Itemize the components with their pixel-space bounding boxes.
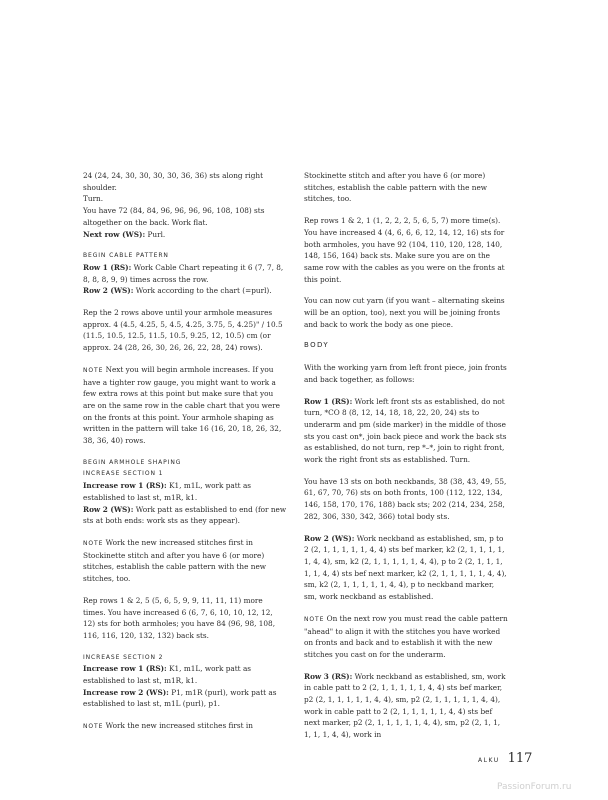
paragraph: 24 (24, 24, 30, 30, 30, 30, 36, 36) sts along right shoulder.	[83, 171, 264, 192]
paragraph	[83, 663, 287, 686]
note-tag: NOTE	[83, 539, 104, 547]
paragraph: Stockinette stitch and after you have 6 (or more) stitches, establish the cable pattern with the new stitches, too.	[304, 171, 488, 204]
note-text: Work the new increased stitches first in	[103, 721, 253, 731]
note	[83, 537, 287, 585]
right-column	[304, 170, 508, 741]
row-text: Work Cable Chart repeating it 6 (7, 7, 8, 8, 8, 8, 9, 9) times across the row.	[83, 262, 284, 284]
row-label: Row 1 (RS):	[304, 396, 353, 406]
note-tag: NOTE	[304, 615, 325, 623]
row-text: Purl.	[145, 229, 166, 239]
row-label: Increase row 2 (WS):	[83, 687, 169, 697]
row-label: Increase row 1 (RS):	[83, 664, 167, 674]
paragraph: You can now cut yarn (if you want – alternating skeins will be an option, too), next you will be joining fronts and back to work the body as one piece.	[304, 296, 505, 329]
row-text: K1, m1L, work patt as established to last st, m1R, k1.	[83, 664, 252, 686]
row-label: Row 3 (RS):	[304, 671, 353, 681]
paragraph: You have 72 (84, 84, 96, 96, 96, 96, 108, 108) sts altogether on the back. Work flat.	[83, 206, 265, 227]
subsection-heading: INCREASE SECTION 2	[83, 653, 164, 661]
row-label: Row 2 (WS):	[304, 533, 355, 543]
row-text: Work patt as established to end (for new sts at both ends: work sts as they appear).	[83, 504, 287, 526]
row-text: Work neckband as established, sm, work in cable patt to 2 (2, 1, 1, 1, 1, 1, 4, 4) sts bef marker, p2 (2, 1, 1, 1, 1, 1, 4, 4), sm, p2 (2, 1, 1, 1, 1, 1, 4, 4), work in cable patt to 2 (2, 1, 1, 1, 1, 1, 4, 4) sts bef next marker, p2 (2, 1, 1, 1, 1, 1, 4, 4), sm, p2 (2, 1, 1, 1, 1, 1, 4, 4), work in	[304, 671, 506, 740]
paragraph: Rep rows 1 & 2, 1 (1, 2, 2, 2, 5, 6, 5, 7) more time(s). You have increased 4 (4, 6, 6, 6, 12, 14, 12, 16) sts for both armholes, you have 92 (104, 110, 120, 128, 140, 148, 156, 164) back sts. Make sure you are on the same row with the cables as you were on the fronts at this point.	[304, 216, 505, 284]
row-label: Increase row 1 (RS):	[83, 481, 167, 491]
note-tag: NOTE	[83, 723, 104, 731]
paragraph	[304, 396, 508, 466]
paragraph	[83, 229, 287, 241]
row-text: Work according to the chart (=purl).	[133, 286, 272, 296]
note-text: On the next row you must read the cable pattern "ahead" to align it with the stitches you have worked on fronts and back and to establish it with the new stitches you cast on for the underarm.	[304, 613, 508, 659]
paragraph	[83, 285, 287, 297]
row-text: P1, m1R (purl), work patt as established to last st, m1L (purl), p1.	[83, 687, 277, 709]
watermark: PassionForum.ru	[497, 782, 572, 792]
paragraph	[83, 480, 287, 503]
paragraph: Rep the 2 rows above until your armhole measures approx. 4 (4.5, 4.25, 5, 4.5, 4.25, 3.75, 5, 4.25)" / 10.5 (11.5, 10.5, 12.5, 11.5, 10.5, 9.25, 12, 10.5) cm (or approx. 24 (28, 26, 30, 26, 26, 22, 28, 24) rows).	[83, 308, 283, 353]
note	[83, 720, 287, 733]
page-footer	[478, 751, 532, 766]
paragraph: Rep rows 1 & 2, 5 (5, 6, 5, 9, 9, 11, 11, 11) more times. You have increased 6 (6, 7, 6, 10, 10, 12, 12, 12) sts for both armholes; you have 84 (96, 98, 108, 116, 116, 120, 132, 132) back sts.	[83, 595, 276, 640]
paragraph: With the working yarn from left front piece, join fronts and back together, as follows:	[304, 363, 507, 384]
running-title: ALKU	[478, 757, 500, 764]
row-label: Row 2 (WS):	[83, 286, 134, 296]
paragraph	[83, 262, 287, 285]
note	[83, 364, 287, 447]
note-tag: NOTE	[83, 366, 104, 374]
paragraph	[83, 504, 287, 527]
paragraph	[304, 671, 508, 741]
paragraph: You have 13 sts on both neckbands, 38 (38, 43, 49, 55, 61, 67, 70, 76) sts on both fronts, 100 (112, 122, 134, 146, 158, 170, 176, 188) back sts; 202 (214, 234, 258, 282, 306, 330, 342, 366) total body sts.	[304, 476, 507, 521]
note	[304, 613, 508, 661]
section-heading: BEGIN ARMHOLE SHAPING	[83, 458, 182, 466]
row-text: Work left front sts as established, do not turn, *CO 8 (8, 12, 14, 18, 18, 22, 20, 24) sts to underarm and pm (side marker) in the middle of those sts you cast on*, join back piece and work the back sts as established, do not turn, rep *–*, join to right front, work the right front sts as established. Turn.	[304, 396, 507, 465]
row-label: Next row (WS):	[83, 229, 146, 239]
row-label: Row 1 (RS):	[83, 262, 132, 272]
paragraph: Turn.	[83, 194, 104, 204]
row-label: Row 2 (WS):	[83, 504, 134, 514]
note-text: Work the new increased stitches first in Stockinette stitch and after you have 6 (or more) stitches, establish the cable pattern with the new stitches, too.	[83, 537, 267, 584]
paragraph	[304, 533, 508, 603]
subsection-heading: INCREASE SECTION 1	[83, 470, 164, 478]
page-number: 117	[507, 751, 533, 766]
row-text: K1, m1L, work patt as established to last st, m1R, k1.	[83, 481, 252, 502]
section-heading: BEGIN CABLE PATTERN	[83, 252, 169, 260]
section-heading: BODY	[304, 341, 330, 350]
row-text: Work neckband as established, sm, p to 2 (2, 1, 1, 1, 1, 1, 4, 4) sts bef marker, k2 (2, 1, 1, 1, 1, 1, 4, 4), sm, k2 (2, 1, 1, 1, 1, 1, 4, 4), p to 2 (2, 1, 1, 1, 1, 1, 4, 4) sts bef next marker, k2 (2, 1, 1, 1, 1, 1, 4, 4), sm, k2 (2, 1, 1, 1, 1, 1, 4, 4), p to neckband marker, sm, work neckband as established.	[304, 533, 507, 602]
paragraph	[83, 687, 287, 710]
note-text: Next you will begin armhole increases. If you have a tighter row gauge, you might want to work a few extra rows at this point but make sure that you are on the same row in the cable chart that you were on the fronts at this point. Your armhole shaping as written in the pattern will take 16 (16, 20, 18, 26, 32, 38, 36, 40) rows.	[83, 364, 282, 446]
left-column	[83, 170, 287, 733]
